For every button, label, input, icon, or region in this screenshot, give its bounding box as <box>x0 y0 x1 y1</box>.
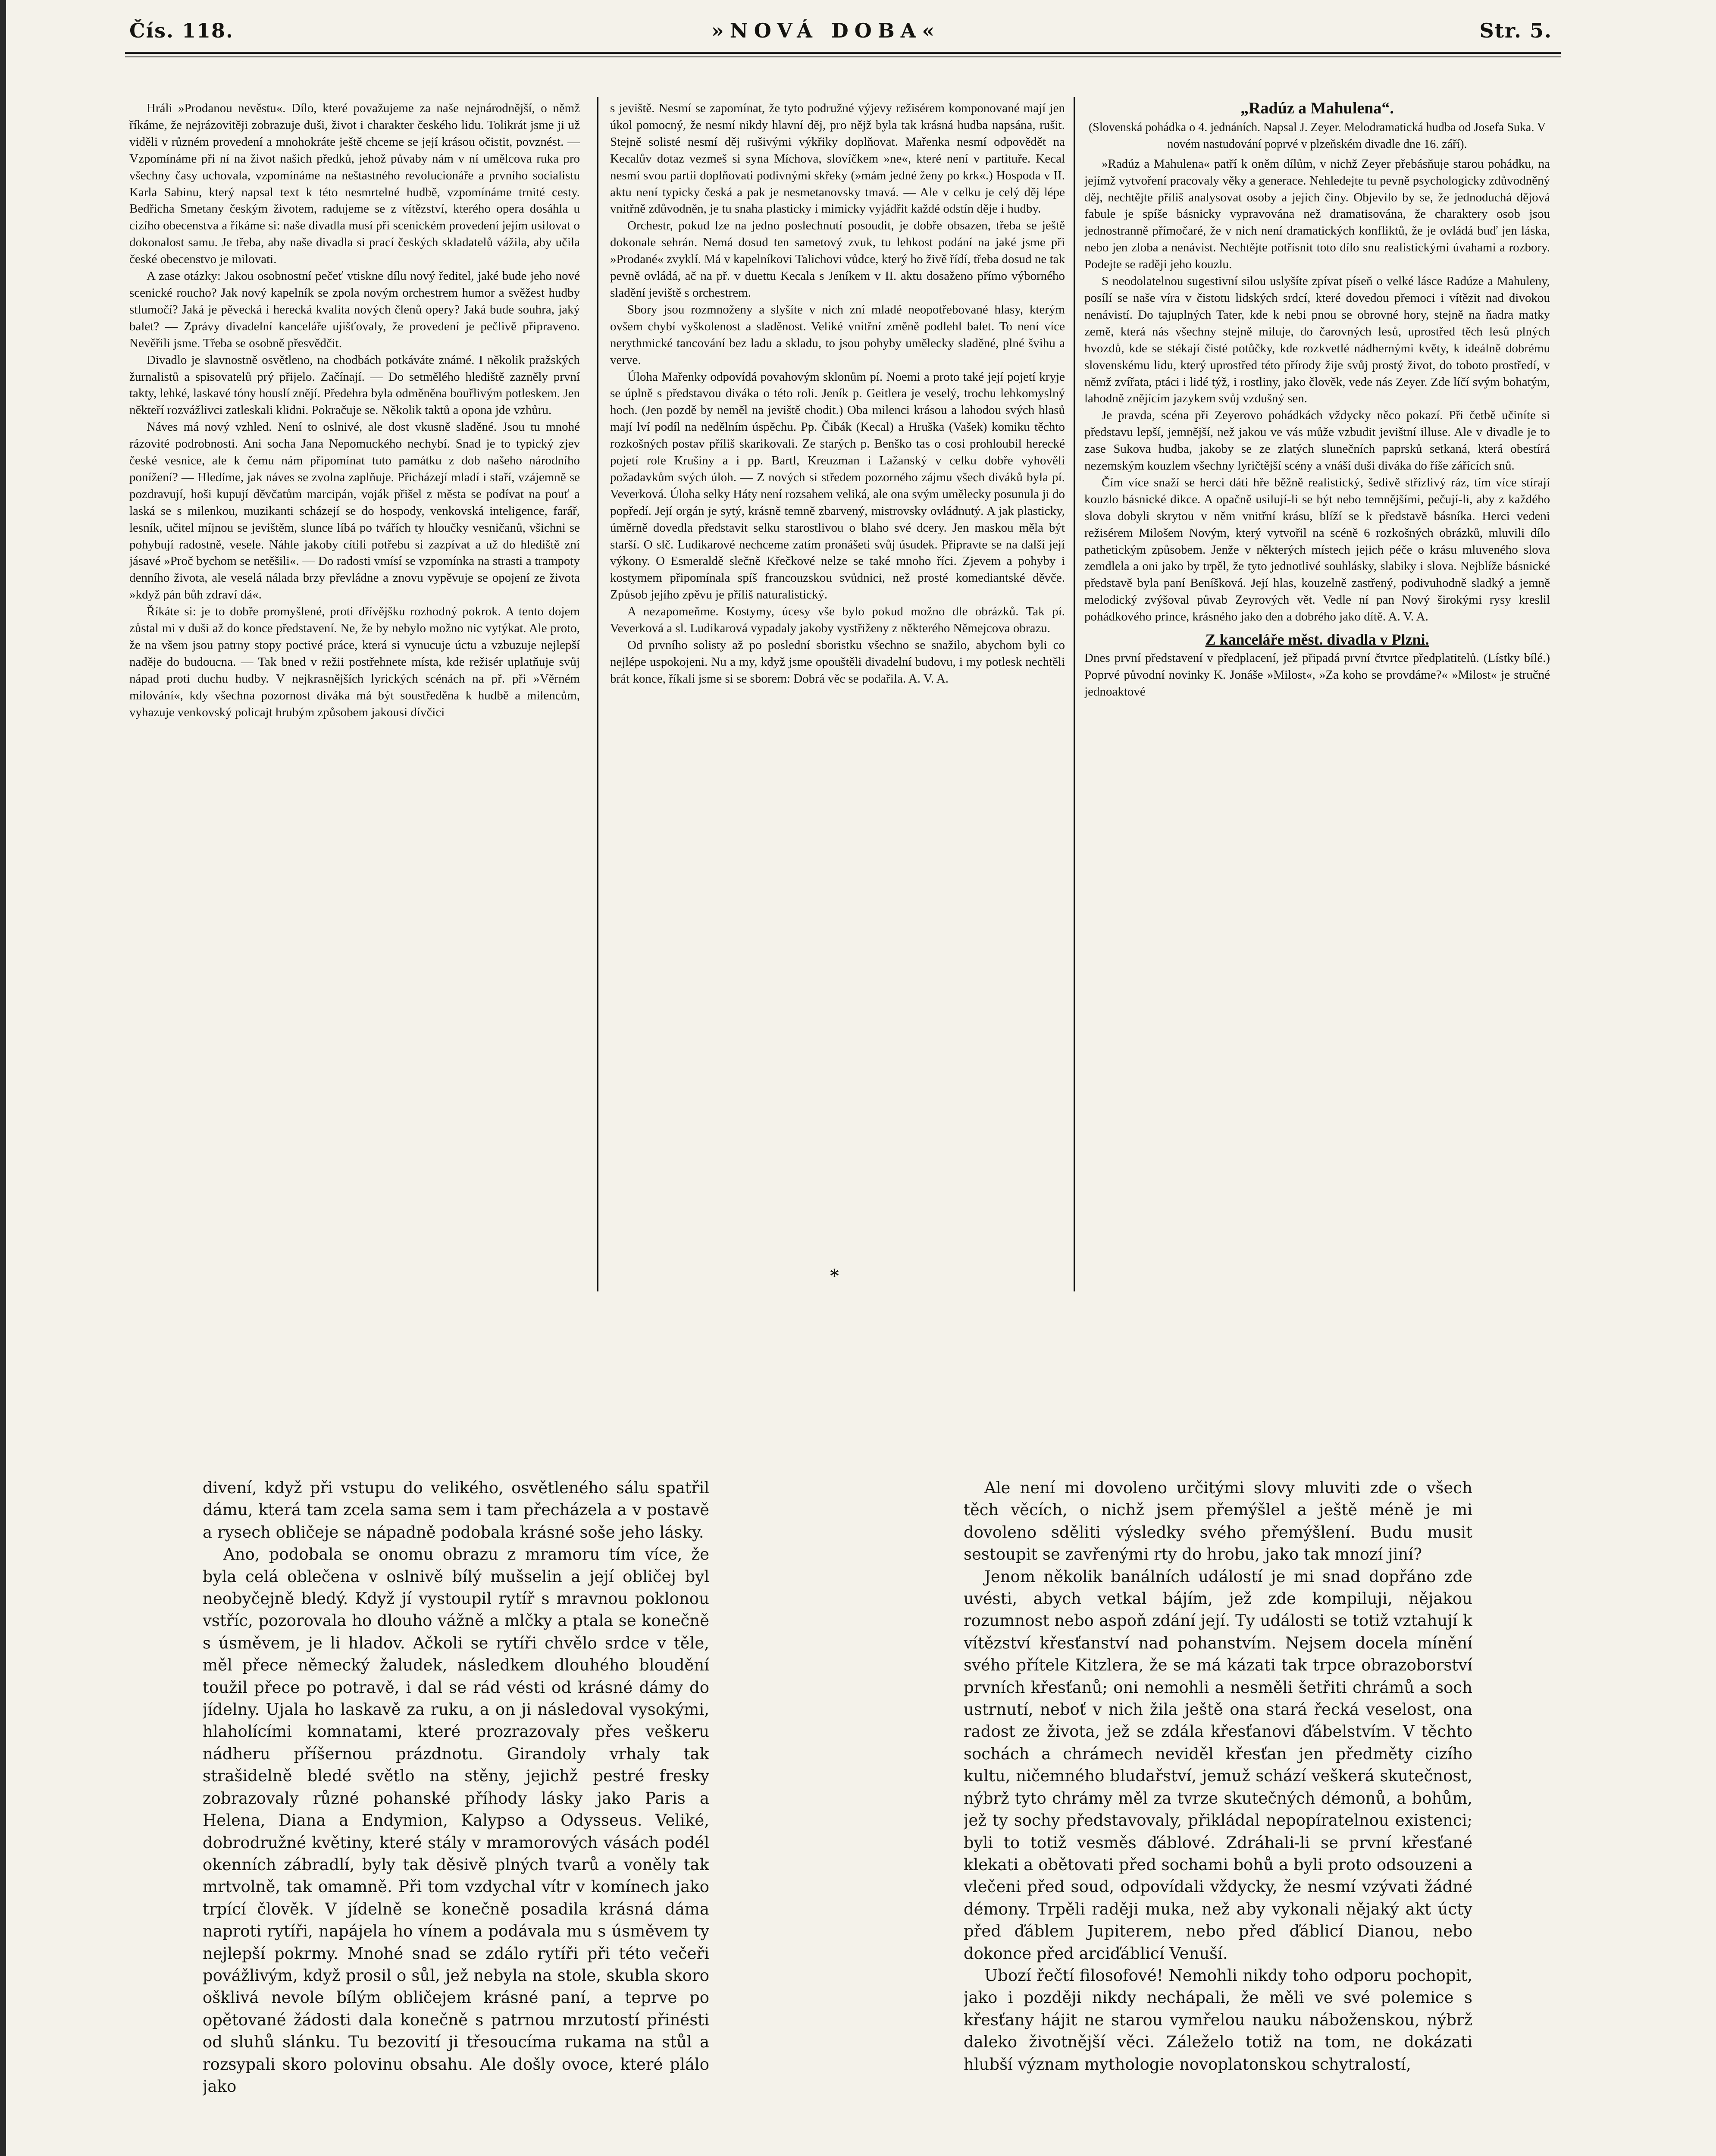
paragraph: Hráli »Prodanou nevěstu«. Dílo, které považujeme za naše nejnárodnější, o němž říkáme, že nejrázovitěji zobrazuje duši, život i charakter českého lidu. Tolikrát jsme ji už viděli v různém provedení a mnohokráte ještě chceme se její krásou očistit, povznést. — Vzpomínáme při ní na život našich předků, jehož půvaby nám v ní umělcova ruka pro všechny časy uchovala, vzpomínáme na neštastného revolucionáře a prvního socialistu Karla Sabinu, který napsal text k této nesmrtelné hudbě, vzpomínáme trnité cesty. Bedřicha Smetany českým životem, radujeme se z vítězství, kterého opera dosáhla u cizího obecenstva a říkáme si: naše divadla musí při scenickém provedení jejím usilovat o dokonalost samu. Je třeba, aby naše divadla si prací českých skladatelů vážila, aby učila české obecenstvo je milovati. <box>129 101 580 266</box>
paragraph: Ale není mi dovoleno určitými slovy mluviti zde o všech těch věcích, o nichž jsem přemýšlel a ještě méně je mi dovoleno sděliti výsledky svého přemýšlení. Budu musit sestoupit se zavřenými rty do hrobu, jako tak mnozí jiní? <box>964 1479 1472 1564</box>
review-credit: (Slovenská pohádka o 4. jednáních. Napsal J. Zeyer. Melodramatická hudba od Josefa Suka. V novém nastudování poprvé v plzeňském divadle dne 16. září). <box>1088 120 1546 151</box>
paragraph: Od prvního solisty až po poslední sboristku všechno se snažilo, abychom byli co nejlépe uspokojeni. Nu a my, když jsme opouštěli divadelní budovu, i my potlesk nechtěli brát konce, říkali jsme si se sborem: Dobrá věc se podařila. A. V. A. <box>610 638 1065 686</box>
top-column-2 <box>610 100 1065 1264</box>
paragraph: Ano, podobala se onomu obrazu z mramoru tím více, že byla celá oblečena v oslnivě bílý mušselin a její obličej byl neobyčejně bledý. Když jí vystoupil rytíř s mravnou poklonou vstříc, pozorovala ho dlouho vážně a mlčky a ptala se konečně s úsměvem, je li hladov. Ačkoli se rytíři chvělo srdce v těle, měl přece německý žaludek, následkem dlouhého bloudění toužil přece po potravě, i dal se rád vésti od krásné dámy do jídelny. Ujala ho laskavě za ruku, a on ji následoval vysokými, hlaholícími komnatami, které prozrazovaly přes veškeru nádheru příšernou prázdnotu. Girandoly vrhaly tak strašidelně bledé světlo na stěny, jejichž pestré fresky zobrazovaly různé pohanské příhody lásky jako Paris a Helena, Diana a Endymion, Kalypso a Odysseus. Veliké, dobrodružné květiny, které stály v mramorových vásách podél okenních zábradlí, byly tak děsivě plných tvarů a voněly tak mrtvolně, tak omamně. Při tom vzdychal vítr v komínech jako trpící člověk. V jídelně se konečně posadila krásná dáma naproti rytíři, napájela ho vínem a podávala mu s úsměvem ty nejlepší pokrmy. Mnohé snad se zdálo rytíři při této večeři povážlivým, když prosil o sůl, jež nebyla na stole, skubla skoro ošklivá nevole bílým obličejem krásné paní, a teprve po opětované žádosti dala konečně s patrnou mrzutostí přinésti od sluhů slánku. Tu bezovití ji třesoucíma rukama na stůl a rozsypali skoro polovinu obsahu. Ale došly ovoce, které plálo jako <box>203 1545 709 2096</box>
paragraph: Náves má nový vzhled. Není to oslnivé, ale dost vkusně sladěné. Jsou tu mnohé rázovité podrobnosti. Ani socha Jana Nepomuckého nechybí. Snad je to typický zjev české vesnice, ale k čemu nám připomínat tuto památku z dob našeho národního ponížení? — Hledíme, jak náves se zvolna zaplňuje. Přicházejí mladí i staří, vzájemně se pozdravují, hoši kupují děvčatům marcipán, voják přišel z města se podívat na pouť a laská se s milenkou, muzikanti scházejí se do hospody, venkovská inteligence, farář, lesník, učitel míjnou se jevištěm, slunce líbá po tvářích ty hloučky vesničanů, všichni se pohybují radostně, vesele. Náhle jakoby cítili potřebu si zazpívat a už do hlediště zní jásavé »Proč bychom se netěšili«. — Do radosti vmísí se vzpomínka na strasti a trampoty denního života, ale veselá nálada brzy převládne a znovu vypěvuje se opojení ze života »když pán bůh zdraví dá«. <box>129 420 580 602</box>
scan-edge <box>0 0 6 2156</box>
paragraph: A nezapomeňme. Kostymy, úcesy vše bylo pokud možno dle obrázků. Tak pí. Veverková a sl. Ludikarová vypadaly jakoby vystřiženy z některého Němejcova obrazu. <box>610 605 1065 636</box>
paragraph: S neodolatelnou sugestivní silou uslyšíte zpívat píseň o velké lásce Radúze a Mahuleny, posílí se naše víra v čistotu lidských srdcí, které dovedou přemoci i vítězit nad divokou nenávistí. Do tajuplných Tater, kde k nebi pnou se obrovné hory, stejně na ňadra matky země, která nás všechny stejně miluje, do čarovných lesů, uprostřed těch lesů plných hvozdů, kde se stékají čisté potůčky, kde rozkvetlé nádhernými květy, k ideálně dobrému slovenskému lidu, který uprostřed této přírody žije svůj prostý život, do toboto prostředí, v němž zvířata, ptáci i lidé týž, i rostliny, jako člověk, vede nás Zeyer. Zde líčí svým bohatým, lahodně znějícím jazykem svůj vzdušný sen. <box>1084 274 1550 406</box>
paragraph: Úloha Mařenky odpovídá povahovým sklonům pí. Noemi a proto také její pojetí kryje se úplně s představou diváka o této roli. Jeník p. Geitlera je veselý, trochu lehkomyslný hoch. (Jen pozdě by neměl na jeviště chodit.) Oba milenci krásou a lahodou svých hlasů mají lví podíl na nedělním úspěchu. Pp. Čibák (Kecal) a Hruška (Vašek) komiku těchto rozkošných postav příliš skarikovali. Ze starých p. Benško tas o cosi prohloubil herecké pojetí role Krušiny a i pp. Bartl, Kreuzman i Lažanský v celku dobře vyhověli požadavkům svých úloh. — Z nových si středem pozorného zájmu všech diváků byla pí. Veverková. Úloha selky Háty není rozsahem veliká, ale ona svým umělecky posunula ji do popředí. Její orgán je sytý, krásně temně zbarvený, mistrovsky ovládnutý. A jak plasticky, úměrně dovedla představit selku starostlivou o blaho své dcery. Jen maskou měla být starší. O slč. Ludikarové nechceme zatím pronášeti svůj úsudek. Připravte se na další její výkony. O Esmeraldě slečně Křečkové nelze se také mnoho říci. Zjevem a pohyby i kostymem připomínala spíš francouzskou svůdnici, než prosté komediantské děvče. Způsob jejího zpěvu je příliš naturalistický. <box>610 370 1065 602</box>
review-title: „Radúz a Mahulena“. <box>1240 100 1394 117</box>
paragraph: s jeviště. Nesmí se zapomínat, že tyto podružné výjevy režisérem komponované mají jen úkol pomocný, že nesmí nikdy hlavní děj, pro nějž byla tak krásná hudba napsána, rušit. Stejně solisté nesmí děj rušivými výkřiky doplňovat. Mařenka nesmí odpovědět na Kecalův dotaz vezmeš si syna Míchova, slovíčkem »ne«, které není v partituře. Kecal nesmí svou partii doplňovati podivnými skřeky (»mám jedné ženy po krk«.) Hospoda v II. aktu není typicky česká a pak je nesmetanovsky tmavá. — Ale v celku je celý děj lépe vnitřně zdůvodněn, je tu snaha plasticky i mimicky vyjádřit každé odstín děje i hudby. <box>610 101 1065 216</box>
page-label: Str. 5. <box>1479 19 1552 42</box>
top-column-1 <box>129 100 580 1290</box>
column-divider <box>1074 97 1075 1291</box>
section-ornament: * <box>830 1266 839 1286</box>
header-rule <box>125 52 1561 54</box>
top-column-3 <box>1084 100 1550 1290</box>
story-left-column <box>203 1477 709 2156</box>
column-divider <box>597 97 598 1291</box>
paragraph: Čím více snaží se herci dáti hře běžně realistický, šedivě střízlivý ráz, tím více stírají kouzlo básnické dikce. A opačně usilují-li se být nebo temnějšími, pečují-li, aby z každého slova dobyli skrytou v něm vnitřní krásu, blíží se k představě básníka. Herci vedeni režisérem Milošem Novým, který vytvořil na scéně 6 rozkošných obrázků, mluvili dílo pathetickým způsobem. Jenže v některých místech jejich péče o krásu mluveného slova zemdlela a oni jako by trpěl, že tyto jednotlivé souhlásky, slabiky i slova. Nejblíže básnické představě byla paní Beníšková. Její hlas, kouzelně zastřený, podivuhodně sladký a jemně melodický zvýšoval půvab Zeyrových vět. Vedle ní pan Nový širokými rysy kreslil pohádkového prince, krásného jako den a dobrého jako dítě. A. V. A. <box>1084 475 1550 624</box>
issue-number: Čís. 118. <box>129 19 234 42</box>
paragraph: Dnes první představení v předplacení, jež připadá první čtvrtce předplatitelů. (Lístky bílé.) Poprvé původní novinky K. Jonáše »Milost«, »Za koho se provdáme?« »Milost« je stručné jednoaktové <box>1084 651 1550 699</box>
paragraph: Říkáte si: je to dobře promyšlené, proti dřívějšku rozhodný pokrok. A tento dojem zůstal mi v duši až do konce představení. Ne, že by nebylo možno nic vytýkat. Ale proto, že na všem jsou patrny stopy poctivé práce, která si vynucuje úctu a vzbuzuje nejlepší naděje do budoucna. — Tak bned v režii postřehnete místa, kde režisér uplatňuje svůj nápad proti duchu hudby. V nejkrasnějších lyrických scénách na př. při »Věrném milování«, kdy všechna pozornost diváka má být soustředěna k hudbě a milencům, vyhazuje venkovský policajt hrubým způsobem jakousi dívčici <box>129 605 580 719</box>
paragraph: Jenom několik banálních událostí je mi snad dopřáno zde uvésti, abych vetkal bájím, jež zde kompiluji, nějakou rozumnost nebo aspoň zdání její. Ty události se totiž vztahují k vítězství křesťanství nad pohanstvím. Nejsem docela mínění svého přítele Kitzlera, že se má kázati tak trpce obrazoborství prvních křesťanů; oni nemohli a nesměli šetřiti chrámů a soch ustrnutí, neboť v nich žila ještě ona stará řecká veselost, ona radost ze života, jež se zdála křesťanovi ďábelstvím. V těchto sochách a chrámech neviděl křesťan jen předměty cizího kultu, ničemného bludařství, jemuž schází veškerá skutečnost, nýbrž tyto chrámy měl za tvrze skutečných démonů, a bohům, jež ty sochy představovaly, přikládal nepopíratelnou existenci; byli to totiž vesměs ďáblové. Zdráhali-li se první křesťané klekati a obětovati před sochami bohů a byli proto odsouzeni a vlečeni před soud, odpovídali vždycky, že nesmí vzývati žádné démony. Trpěli raději muka, než aby vykonali nějaký akt úcty před ďáblem Jupiterem, nebo před ďáblicí Dianou, nebo dokonce před arciďáblicí Venuší. <box>964 1567 1472 1963</box>
notice-title: Z kanceláře měst. divadla v Plzni. <box>1205 631 1429 649</box>
paragraph: Orchestr, pokud lze na jedno poslechnutí posoudit, je dobře obsazen, třeba se ještě dokonale sehrán. Nemá dosud ten sametový zvuk, tu lehkost podání na jaké jsme při »Prodané« zvyklí. Má v kapelníkovi Talichovi vůdce, který ho živě řídí, třeba dosud ne tak pevně ovládá, ač na př. v duettu Kecala s Jeníkem v II. aktu dosaženo přímo výborného sladění jeviště s orchestrem. <box>610 219 1065 300</box>
paragraph: Divadlo je slavnostně osvětleno, na chodbách potkáváte známé. I několik pražských žurnalistů a spisovatelů prý přijelo. Začínají. — Do setmělého hlediště zazněly první takty, lehké, laskavé tóny houslí znějí. Předehra byla odměněna bouřlivým potleskem. Jen někteří rozvážlivci zatleskali klidni. Pokračuje se. Několik taktů a opona jde vzhůru. <box>129 353 580 417</box>
paragraph: Je pravda, scéna při Zeyerovo pohádkách vždycky něco pokazí. Při četbě učiníte si představu lepší, jemnější, než jakou ve vás může vzbudit jevištní illuse. Ale v divadle je to zase Sukova hudba, jakoby se ze zlatých slunečních paprsků setkaná, která obestírá nezemským kouzlem všechny lyričtější scény a vnáší duši diváka do říše zářících snů. <box>1084 408 1550 473</box>
paragraph: divení, když při vstupu do velikého, osvětleného sálu spatřil dámu, která tam zcela sama sem i tam přecházela a v postavě a rysech obličeje se nápadně podobala krásné soše jeho lásky. <box>203 1479 709 1542</box>
paragraph: A zase otázky: Jakou osobnostní pečeť vtiskne dílu nový ředitel, jaké bude jeho nové scenické roucho? Jak nový kapelník se zpola novým orchestrem humor a svěžest hudby stlumočí? Jaká je pěvecká i herecká kvalita nových členů opery? Jaká bude souhra, jaký balet? — Zprávy divadelní kanceláře ujišťovaly, že provedení je pečlivě připraveno. Nevěřili jsme. Třeba se osobně přesvědčit. <box>129 269 580 350</box>
paragraph: Ubozí řečtí filosofové! Nemohli nikdy toho odporu pochopit, jako i později nikdy nechápali, že měli ve své polemice s křesťany hájit ne starou vymřelou nauku náboženskou, nýbrž daleko životnější věci. Záleželo totiž na tom, ne dokázati hlubší význam mythologie novoplatonskou schytralostí, <box>964 1966 1472 2074</box>
paragraph: Sbory jsou rozmnoženy a slyšíte v nich zní mladé neopotřebované hlasy, kterým ovšem chybí vyškolenost a sladěnost. Veliké vnitřní změně podlehl balet. To není více nerythmické tancování bez ladu a skladu, to jsou pohyby umělecky sladěné, plné švihu a verve. <box>610 302 1065 367</box>
story-right-column <box>964 1477 1472 2156</box>
page-header <box>129 19 1552 49</box>
paragraph: »Radúz a Mahulena« patří k oněm dílům, v nichž Zeyer přebásňuje starou pohádku, na jejímž vytvoření pracovaly věky a generace. Nehledejte tu pevně psychologicky zdůvodněný děj, nechtějte příliš analysovat osoby a jejich činy. Objevilo by se, že jednoduchá dějová fabule je spíše básnicky vypravována než dramatisována, že charaktery osob jsou jednostranně přímočaré, že v nich není dramatických konfliktů, že je ovládá buď jen láska, nebo jen zloba a nenávist. Nechtějte potřísnit toto dílo snu realistickými úvahami a rozbory. Podejte se raději jeho kouzlu. <box>1084 157 1550 272</box>
header-rule-thin <box>125 56 1561 57</box>
newspaper-title: »NOVÁ DOBA« <box>711 19 941 42</box>
